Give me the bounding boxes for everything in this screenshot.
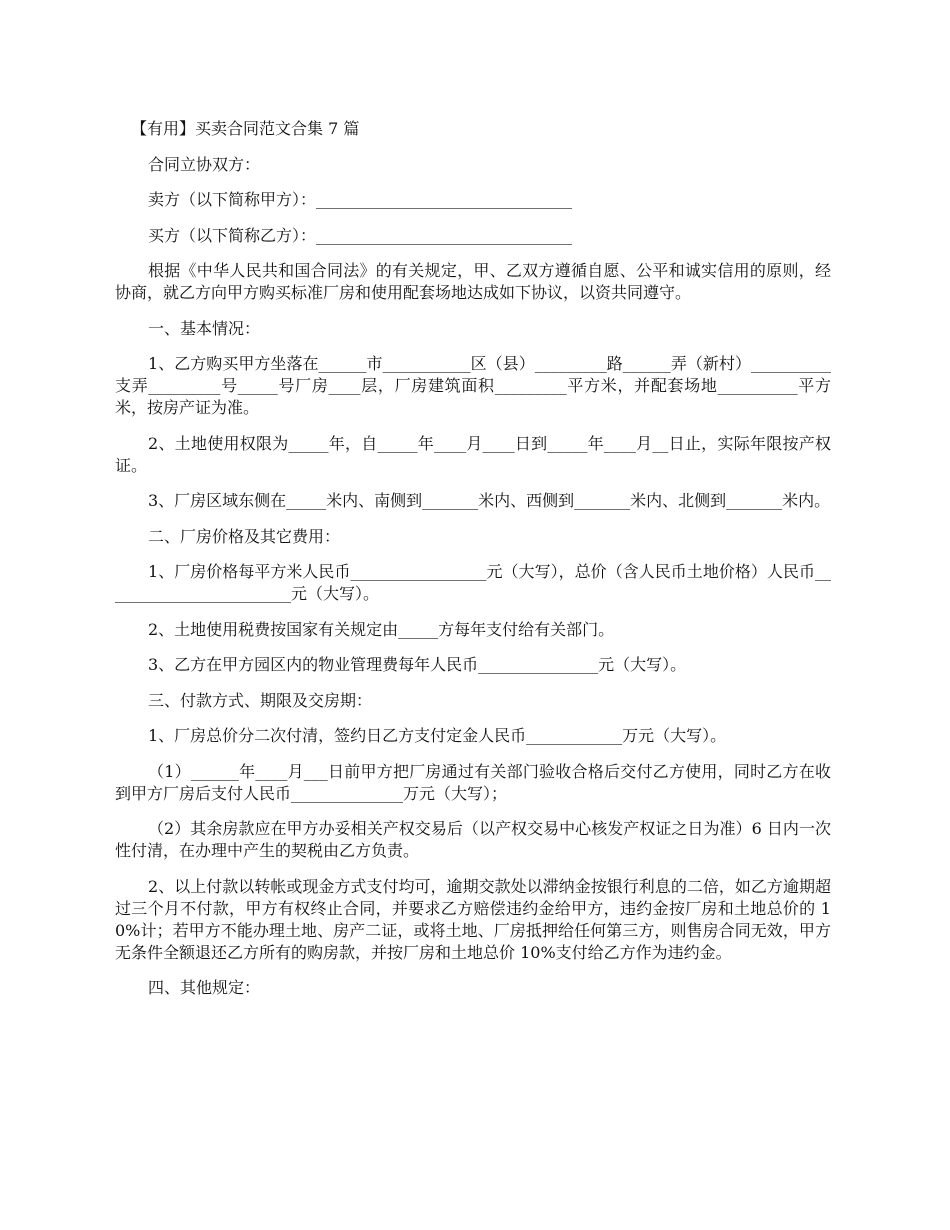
clause-location: 1、乙方购买甲方坐落在______市___________区（县）_________路______弄（新村）__________支弄_________号_____号厂房____层，厂房建筑面积_________平方米，并配套场地__________平方米，按房产证为准。 [115,354,831,417]
document-body [115,118,831,1013]
section-heading-price: 二、厂房价格及其它费用： [148,526,341,546]
document-title: 【有用】买卖合同范文合集 7 篇 [131,119,360,138]
contract-parties-heading: 合同立协双方： [148,154,261,174]
section-heading-basic-info: 一、基本情况： [148,318,261,338]
preamble-paragraph: 根据《中华人民共和国合同法》的有关规定，甲、乙双方遵循自愿、公平和诚实信用的原则，经协商，就乙方向甲方购买标准厂房和使用配套场地达成如下协议，以资共同遵守。 [115,261,831,302]
clause-remaining-payment: （2）其余房款应在甲方办妥相关产权交易后（以产权交易中心核发产权证之日为准）6 日内一次性付清，在办理中产生的契税由乙方负责。 [115,819,831,860]
clause-boundaries: 3、厂房区域东侧在_____米内、南侧到_______米内、西侧到_______米内、北侧到_______米内。 [148,491,831,510]
clause-deposit: 1、厂房总价分二次付清，签约日乙方支付定金人民币____________万元（大写）。 [148,726,727,745]
clause-property-fee: 3、乙方在甲方园区内的物业管理费每年人民币_______________元（大写）。 [148,655,687,674]
clause-price: 1、厂房价格每平方米人民币_________________元（大写），总价（含人民币土地价格）人民币________________________元（大写）。 [115,562,831,603]
clause-first-payment: （1）______年____月___日前甲方把厂房通过有关部门验收合格后交付乙方使用，同时乙方在收到甲方厂房后支付人民币______________万元（大写）； [115,761,831,803]
clause-late-payment: 2、以上付款以转帐或现金方式支付均可，逾期交款处以滞纳金按银行利息的二倍，如乙方逾期超过三个月不付款，甲方有权终止合同，并要求乙方赔偿违约金给甲方，违约金按厂房和土地总价的 10%计；若甲方不能办理土地、房产二证，或将土地、厂房抵押给任何第三方，则售房合同无效，甲方无条件全额退还乙方所有的购房款，并按厂房和土地总价 10%支付给乙方作为违约金。 [115,876,831,962]
seller-line: 卖方（以下简称甲方）：________________________________ [148,190,573,209]
clause-land-tax: 2、土地使用税费按国家有关规定由_____方每年支付给有关部门。 [148,619,615,639]
section-heading-payment: 三、付款方式、期限及交房期： [148,690,373,710]
section-heading-other: 四、其他规定： [148,978,261,997]
buyer-line: 买方（以下简称乙方）：________________________________ [148,225,573,245]
clause-land-use-term: 2、土地使用权限为_____年，自_____年____月____日到_____年____月__日止，实际年限按产权证。 [115,433,831,475]
